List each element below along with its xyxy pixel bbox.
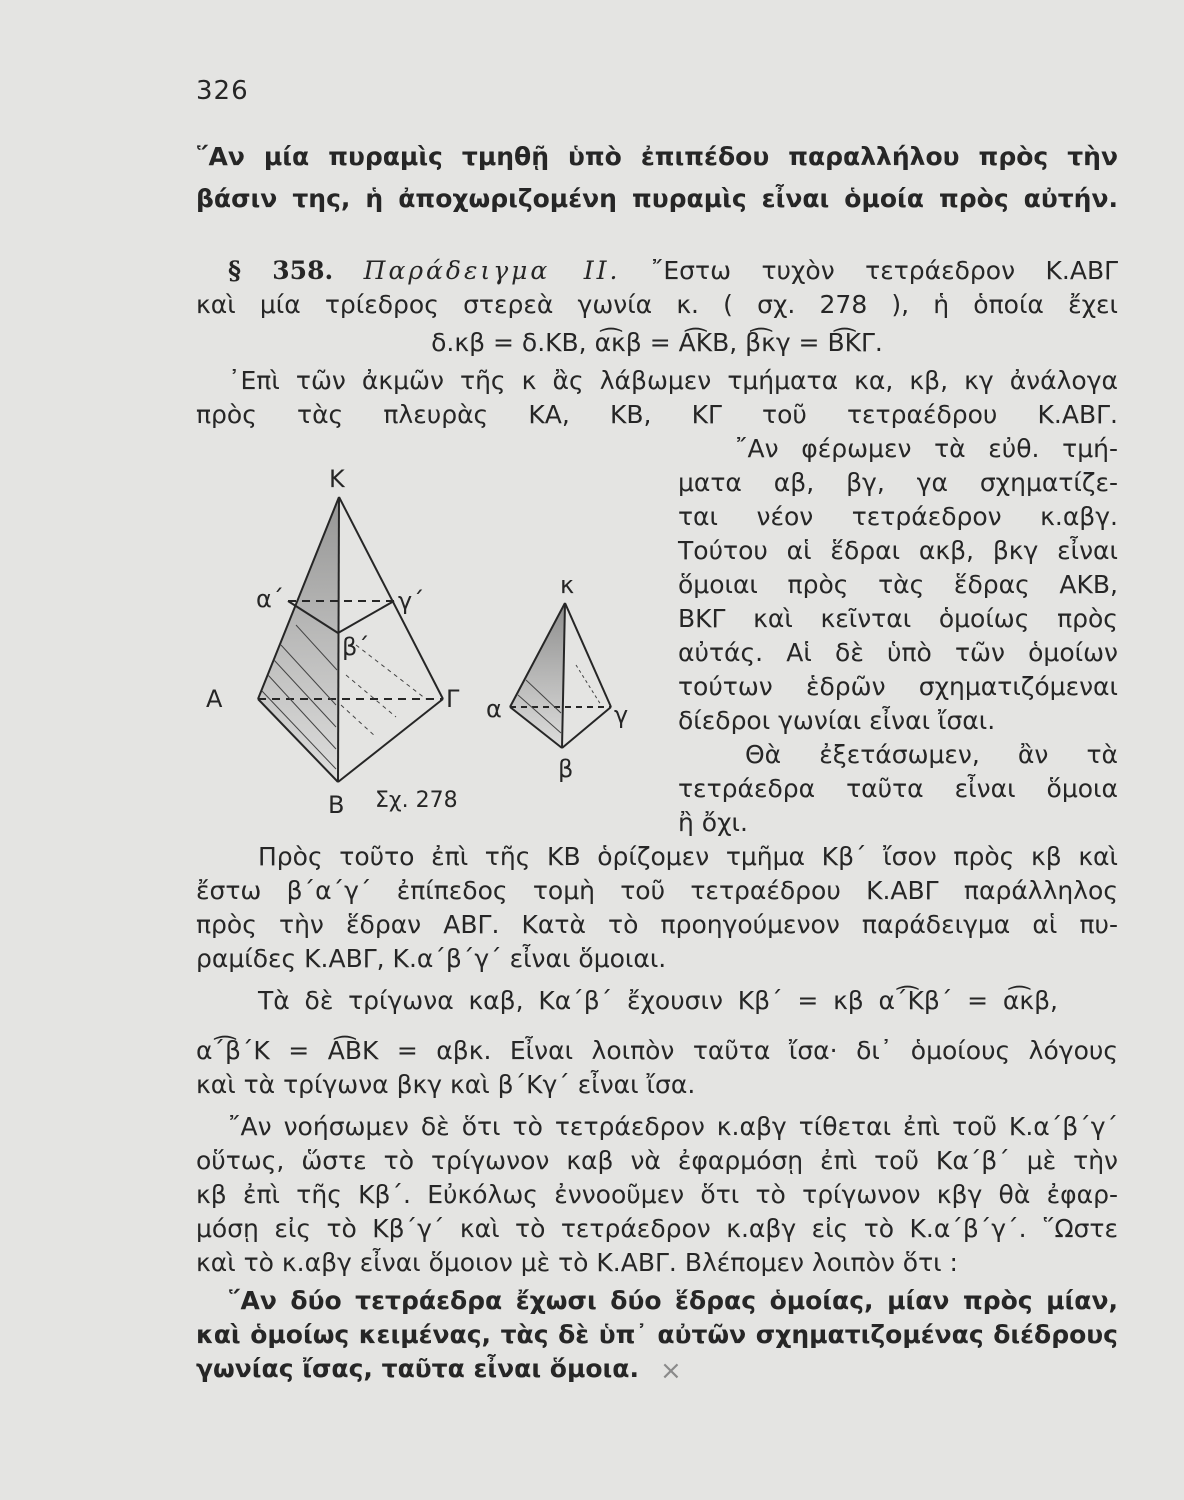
right-col-line-6: ΒΚΓ καὶ κεῖνται ὁμοίως πρὸς — [678, 604, 1118, 633]
body-line-12: καὶ τὸ κ.αβγ εἶναι ὅμοιον μὲ τὸ Κ.ΑΒΓ. Βλέπομεν λοιπὸν ὅτι : — [196, 1248, 958, 1277]
label-k: κ — [560, 571, 575, 599]
label-G: Γ — [446, 685, 460, 713]
label-a-prime: α΄ — [256, 585, 284, 613]
right-col-line-10: Θὰ ἐξετάσωμεν, ἂν τὰ — [745, 740, 1118, 769]
theorem-2-line-2: καὶ ὁμοίως κειμένας, τὰς δὲ ὑπ᾿ αὐτῶν σχηματιζομένας διέδρους — [196, 1320, 1118, 1349]
body-line-8: ῎Αν νοήσωμεν δὲ ὅτι τὸ τετράεδρον κ.αβγ τίθεται ἐπὶ τοῦ Κ.α΄β΄γ΄ — [228, 1112, 1118, 1141]
right-col-line-12: ἢ ὄχι. — [678, 808, 748, 837]
right-col-line-3: ται νέον τετράεδρον κ.αβγ. — [678, 502, 1118, 531]
body-line-3: πρὸς τὴν ἕδραν ΑΒΓ. Κατὰ τὸ προηγούμενον παράδειγμα αἱ πυ- — [196, 910, 1118, 939]
label-a: α — [486, 695, 502, 723]
label-g-prime: γ΄ — [398, 587, 425, 615]
body-line-11: μόσῃ εἰς τὸ Κβ΄γ΄ καὶ τὸ τετράεδρον κ.αβγ εἰς τὸ Κ.α΄β΄γ΄. ῞Ωστε — [196, 1214, 1118, 1243]
label-g: γ — [614, 701, 629, 729]
label-K: Κ — [329, 465, 345, 493]
body-line-6: α΄͡β΄Κ = Α͡ΒΚ = αβκ. Εἶναι λοιπὸν ταῦτα ἴσα· δι᾿ ὁμοίους λόγους — [196, 1036, 1118, 1065]
right-col-line-1: ῎Αν φέρωμεν τὰ εὐθ. τμή- — [735, 434, 1118, 463]
right-col-line-11: τετράεδρα ταῦτα εἶναι ὅμοια — [678, 774, 1118, 803]
theorem-1-line-2: βάσιν της, ἡ ἀποχωριζομένη πυραμὶς εἶναι ὁμοία πρὸς αὐτήν. — [196, 184, 1118, 213]
label-B: Β — [328, 791, 345, 819]
body-line-5: Τὰ δὲ τρίγωνα καβ, Κα΄β΄ ἔχουσιν Κβ΄ = κβ α΄͡Κβ΄ = α͡κβ, — [258, 986, 1058, 1015]
stray-mark: × — [660, 1356, 682, 1386]
body-line-10: κβ ἐπὶ τῆς Κβ΄. Εὐκόλως ἐννοοῦμεν ὅτι τὸ τρίγωνον κβγ θὰ ἐφαρ- — [196, 1180, 1118, 1209]
small-tetrahedron — [510, 603, 611, 748]
label-A: Α — [206, 685, 223, 713]
formula-line: δ.κβ = δ.ΚΒ, α͡κβ = Α͡ΚΒ, β͡κγ = Β͡ΚΓ. — [431, 328, 883, 357]
section-line-3: ᾿Επὶ τῶν ἀκμῶν τῆς κ ἂς λάβωμεν τμήματα κα, κβ, κγ ἀνάλογα — [228, 366, 1118, 395]
label-b: β — [558, 755, 574, 783]
section-line-2: καὶ μία τρίεδρος στερεὰ γωνία κ. ( σχ. 278 ), ἡ ὁποία ἔχει — [196, 290, 1118, 319]
section-heading-line — [228, 254, 1118, 288]
body-line-9: οὕτως, ὥστε τὸ τρίγωνον καβ νὰ ἐφαρμόσῃ ἐπὶ τοῦ Κα΄β΄ μὲ τὴν — [196, 1146, 1118, 1175]
label-b-prime: β΄ — [342, 633, 370, 661]
page-number: 326 — [196, 76, 249, 106]
theorem-2-line-3: γωνίας ἴσας, ταῦτα εἶναι ὅμοια. — [196, 1354, 639, 1383]
section-number: § 358. — [228, 256, 334, 285]
section-line-4: πρὸς τὰς πλευρὰς ΚΑ, ΚΒ, ΚΓ τοῦ τετραέδρου Κ.ΑΒΓ. — [196, 400, 1118, 429]
body-line-1: Πρὸς τοῦτο ἐπὶ τῆς ΚΒ ὁρίζομεν τμῆμα Κβ΄ ἴσον πρὸς κβ καὶ — [258, 842, 1118, 871]
right-col-line-7: αὐτάς. Αἱ δὲ ὑπὸ τῶν ὁμοίων — [678, 638, 1118, 667]
right-col-line-2: ματα αβ, βγ, γα σχηματίζε- — [678, 468, 1118, 497]
right-col-line-8: τούτων ἑδρῶν σχηματιζόμεναι — [678, 672, 1118, 701]
body-line-7: καὶ τὰ τρίγωνα βκγ καὶ β΄Κγ΄ εἶναι ἴσα. — [196, 1070, 696, 1099]
right-col-line-4: Τούτου αἱ ἕδραι ακβ, βκγ εἶναι — [678, 536, 1118, 565]
theorem-2-line-1: ῞Αν δύο τετράεδρα ἔχωσι δύο ἕδρας ὁμοίας, μίαν πρὸς μίαν, — [228, 1286, 1118, 1315]
body-line-2: ἔστω β΄α΄γ΄ ἐπίπεδος τομὴ τοῦ τετραέδρου Κ.ΑΒΓ παράλληλος — [196, 876, 1118, 905]
body-line-4: ραμίδες Κ.ΑΒΓ, Κ.α΄β΄γ΄ εἶναι ὅμοιαι. — [196, 944, 667, 973]
right-col-line-5: ὅμοιαι πρὸς τὰς ἕδρας ΑΚΒ, — [678, 570, 1118, 599]
section-line-1-rest: ῎Εστω τυχὸν τετράεδρον Κ.ΑΒΓ — [650, 256, 1119, 285]
figure-caption: Σχ. 278 — [375, 788, 458, 813]
section-title: Παράδειγμα ΙΙ. — [363, 256, 621, 285]
right-col-line-9: δίεδροι γωνίαι εἶναι ἴσαι. — [678, 706, 996, 735]
figure-278 — [196, 455, 676, 825]
theorem-1-line-1: ῞Αν μία πυραμὶς τμηθῇ ὑπὸ ἐπιπέδου παραλλήλου πρὸς τὴν — [196, 142, 1118, 171]
